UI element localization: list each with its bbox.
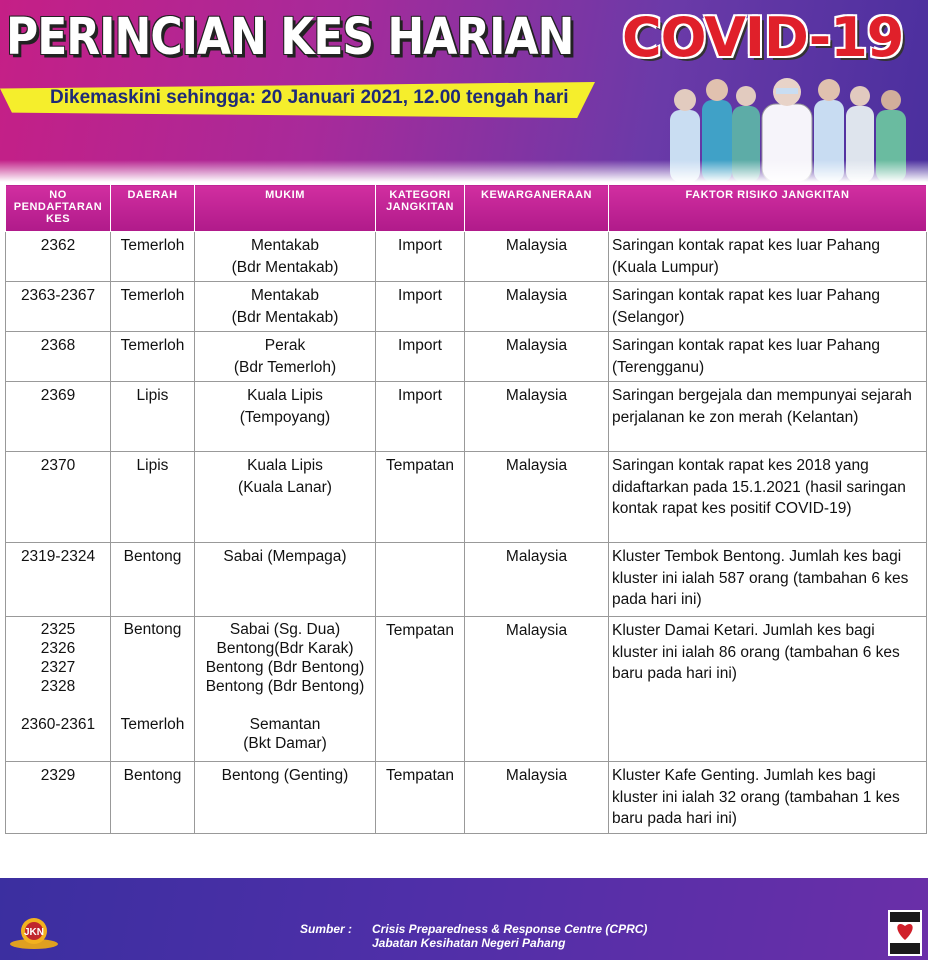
cell-warga: Malaysia: [465, 543, 609, 617]
cell-faktor: Saringan kontak rapat kes luar Pahang (Kuala Lumpur): [609, 232, 927, 282]
table-row: [6, 332, 927, 382]
cell-kategori: Tempatan: [376, 762, 465, 834]
source-text: [372, 922, 647, 950]
cell-warga: Malaysia: [465, 332, 609, 382]
cell-mukim: Perak (Bdr Temerloh): [195, 332, 376, 382]
cell-mukim: Bentong (Genting): [195, 762, 376, 834]
cell-no: 2325 2326 2327 2328 2360-2361: [6, 617, 111, 762]
cell-daerah: Bentong: [111, 762, 195, 834]
cell-no: 2362: [6, 232, 111, 282]
table-row: [6, 543, 927, 617]
source-label: Sumber :: [300, 922, 353, 936]
table-row: [6, 232, 927, 282]
col-kategori: KATEGORI JANGKITAN: [376, 185, 465, 232]
cell-kategori: Tempatan: [376, 617, 465, 762]
page-title: PERINCIAN KES HARIAN: [6, 8, 574, 67]
table-row: [6, 617, 927, 762]
cell-daerah: Lipis: [111, 452, 195, 543]
cell-faktor: Saringan kontak rapat kes 2018 yang didaftarkan pada 15.1.2021 (hasil saringan kontak rapat kes positif COVID-19): [609, 452, 927, 543]
cell-mukim: Mentakab (Bdr Mentakab): [195, 282, 376, 332]
cell-daerah: Bentong: [111, 543, 195, 617]
cell-mukim: Sabai (Mempaga): [195, 543, 376, 617]
cell-no: 2329: [6, 762, 111, 834]
cell-kategori: Tempatan: [376, 452, 465, 543]
cell-faktor: Kluster Tembok Bentong. Jumlah kes bagi kluster ini ialah 587 orang (tambahan 6 kes pada hari ini): [609, 543, 927, 617]
covid-label: COVID-19: [622, 6, 904, 69]
cell-no: 2369: [6, 382, 111, 452]
svg-text:JKN: JKN: [23, 927, 45, 938]
cell-kategori: Import: [376, 232, 465, 282]
case-table-container: [5, 184, 926, 834]
table-row: [6, 382, 927, 452]
cell-no: 2363-2367: [6, 282, 111, 332]
col-faktor-risiko: FAKTOR RISIKO JANGKITAN: [609, 185, 927, 232]
source-line-1: Crisis Preparedness & Response Centre (CPRC): [372, 922, 648, 936]
cell-mukim: Mentakab (Bdr Mentakab): [195, 232, 376, 282]
case-table: [5, 184, 927, 834]
col-daerah: DAERAH: [111, 185, 195, 232]
cell-warga: Malaysia: [465, 617, 609, 762]
cell-daerah: Temerloh: [111, 282, 195, 332]
cell-kategori: Import: [376, 382, 465, 452]
cell-faktor: Saringan kontak rapat kes luar Pahang (Selangor): [609, 282, 927, 332]
cell-mukim: Sabai (Sg. Dua) Bentong(Bdr Karak) Bentong (Bdr Bentong) Bentong (Bdr Bentong) Semantan (Bkt Damar): [195, 617, 376, 762]
table-header-row: [6, 185, 927, 232]
cell-warga: Malaysia: [465, 232, 609, 282]
cell-kategori: Import: [376, 282, 465, 332]
col-kewarganeraan: KEWARGANERAAN: [465, 185, 609, 232]
ministry-logo-icon: [8, 916, 60, 950]
table-row: [6, 762, 927, 834]
col-no-pendaftaran: NO PENDAFTARAN KES: [6, 185, 111, 232]
cell-daerah: Temerloh: [111, 232, 195, 282]
footer: [0, 878, 928, 960]
cell-faktor: Saringan bergejala dan mempunyai sejarah perjalanan ke zon merah (Kelantan): [609, 382, 927, 452]
cell-kategori: Import: [376, 332, 465, 382]
cell-warga: Malaysia: [465, 762, 609, 834]
table-row: [6, 282, 927, 332]
header-banner: [0, 0, 928, 182]
cell-warga: Malaysia: [465, 452, 609, 543]
cell-warga: Malaysia: [465, 282, 609, 332]
koi-nak-sihat-logo-icon: [888, 910, 922, 956]
cell-daerah: Lipis: [111, 382, 195, 452]
source-line-2: Jabatan Kesihatan Negeri Pahang: [372, 936, 566, 950]
cell-faktor: Kluster Kafe Genting. Jumlah kes bagi kluster ini ialah 32 orang (tambahan 1 kes baru pada hari ini): [609, 762, 927, 834]
cell-daerah: Bentong Temerloh: [111, 617, 195, 762]
cell-daerah: Temerloh: [111, 332, 195, 382]
cell-kategori: [376, 543, 465, 617]
cell-faktor: Saringan kontak rapat kes luar Pahang (Terengganu): [609, 332, 927, 382]
cell-no: 2370: [6, 452, 111, 543]
cell-warga: Malaysia: [465, 382, 609, 452]
cell-no: 2368: [6, 332, 111, 382]
cell-mukim: Kuala Lipis (Tempoyang): [195, 382, 376, 452]
cell-no: 2319-2324: [6, 543, 111, 617]
update-text: Dikemaskini sehingga: 20 Januari 2021, 12.00 tengah hari: [50, 87, 569, 108]
cell-mukim: Kuala Lipis (Kuala Lanar): [195, 452, 376, 543]
table-row: [6, 452, 927, 543]
cell-faktor: Kluster Damai Ketari. Jumlah kes bagi kluster ini ialah 86 orang (tambahan 6 kes baru pada hari ini): [609, 617, 927, 762]
col-mukim: MUKIM: [195, 185, 376, 232]
healthcare-workers-illustration: [662, 70, 912, 182]
